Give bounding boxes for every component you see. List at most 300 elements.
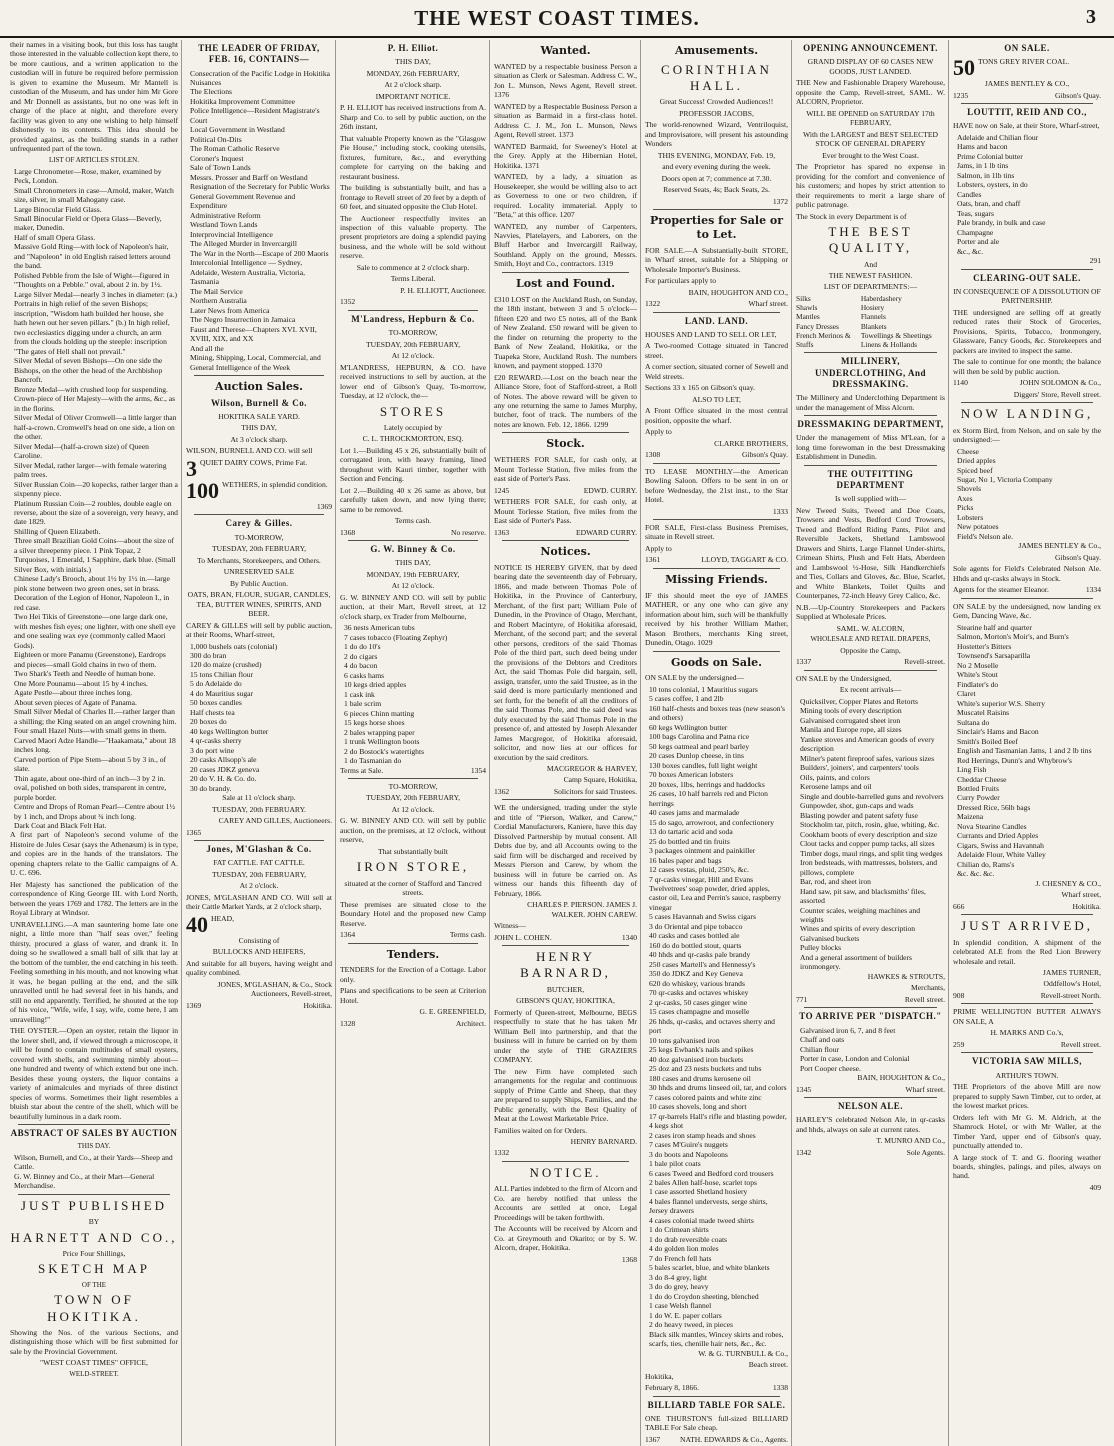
list-item: 1 trunk Wellington boots (344, 737, 420, 747)
ad-ref-number: 1338 (772, 1383, 788, 1393)
ad-ref-number: 908 (953, 990, 965, 1000)
list-item: Chilian do, Rams's (957, 859, 1015, 869)
sale-time: At 12 o'clock. (391, 351, 435, 361)
list-item: Thin agate, about one-third of an inch—3 by 2 in. oval, polished on both sides, transparent in centre, purple border. (14, 773, 167, 802)
butcher-text: Families waited on for Orders. (494, 1125, 588, 1135)
list-item: Cigars, Swiss and Havannah (957, 840, 1044, 850)
list-item: Townsend's Sarsaparilla (957, 651, 1031, 661)
ad-role: Merchants, (911, 983, 945, 993)
ad-address: Camp Square, Hokitika, (563, 775, 637, 785)
performance-text: The world-renowned Wizard, Ventriloquist, and Improvisatore, will present his astounding Wonders (645, 120, 788, 149)
lot-quality: And suitable for all buyers, having weight and quality combined. (186, 958, 332, 978)
divider (804, 465, 937, 466)
ad-ref (953, 991, 1101, 1000)
column-3 (340, 40, 490, 1446)
butcher-address: GIBSON'S QUAY, HOKITIKA, (516, 996, 615, 1006)
ad-role: WHOLESALE AND RETAIL DRAPERS, (810, 635, 931, 644)
list-item: 17 qr-barrels Hall's rifle and blasting powder, 4 kegs shot (649, 1111, 787, 1131)
list-item: Stearine half and quarter (957, 622, 1032, 632)
list-item: Picks (957, 503, 974, 513)
ad-ref-number: 1367 (645, 1434, 661, 1444)
saw-mills-sub: ARTHUR'S TOWN. (995, 1070, 1059, 1080)
divider (18, 1194, 170, 1195)
sale-text: These premises are situated close to the Boundary Hotel and the proposed new Camp Reserve. (340, 899, 486, 928)
divider (653, 651, 780, 652)
unravelling-article: UNRAVELLING.—A man sauntering home late one night, a little more than "half seas over," feeling thirsty, procured a glass of water, and drank it. In doing so he swallowed a small ball of silk that lay at the bottom of the tumbler, the end catching in his teeth. Feeling something in his mouth, and not knowing what it was, he began pulling at the end, and the silk unravelled until he had several feet in his hands, and still no end apparently. Terrified, he shouted at the top of his voice, "Wife, wife, I say, wife, come here, I am unravelling!" (10, 919, 178, 1024)
list-item: 25 do bottled and tin fruits (649, 836, 730, 846)
list-item: Three small Brazilian Gold Coins—about the size of a silver threepenny piece. 1 Pink Topaz, 2 Turquoises, 1 Emerald, 1 Sapphire, dark blue. (Small Silver Box, with initials.) (14, 536, 176, 574)
stolen-articles-heading: LIST OF ARTICLES STOLEN. (49, 155, 139, 164)
list-item: Sale of Town Lands (190, 163, 251, 173)
outfitting-text: New Tweed Suits, Tweed and Doe Coats, Trowsers and Vests, Bedford Cord Trowsers, Tweed and Bedford Riding Pants, Pilot and Reversible Jackets, Shetland Lambswool Drawers and Shirts, Large Flannel Under-shirts, Crimean Shirts, Plush and Felt Hats, Aberdeen and Lambswool ½-Hose, Silk Handkerchiefs and Ties, Collars and Gloves, &c. Blue, Scarlet, and White Blankets, Toilet Quilts and Counterpanes, 72-inch Heavy Grey Calico, &c. (796, 505, 945, 601)
list-item: The Mail Service (190, 286, 243, 296)
auctioneer-name: Carey & Gilles. (225, 518, 293, 529)
ad-ref-number: 1140 (953, 378, 968, 388)
saw-mills-text: Orders left with Mr G. M. Aldrich, at the Shamrock Hotel, or with Mr Waller, at the Timber Yard, upper end of Gibson's quay, punctually attended to. (953, 1112, 1101, 1151)
lot-description: WETHERS, in splendid condition. (222, 479, 328, 489)
list-item: Stockholm tar, pitch, rosin, glue, whiting, &c. (800, 820, 940, 830)
hall-name: CORINTHIAN HALL. (661, 61, 772, 93)
divider (348, 943, 478, 944)
list-item: 1 case Welsh flannel (649, 1301, 712, 1311)
list-item: Builders', joiners', and carpenters' tools (800, 763, 919, 773)
ad-ref (340, 1019, 486, 1028)
list-item: 16 bales paper and bags (649, 855, 722, 865)
column-4 (494, 40, 641, 1446)
list-item: 300 do bran (190, 651, 227, 660)
millinery-text: The Millinery and Underclothing Department is under the management of Miss Alcorn. (796, 393, 945, 412)
list-item: Local Government in Westland (190, 125, 285, 135)
ad-address: Oddfellow's Hotel, (1043, 979, 1101, 989)
published-line: HARNETT AND CO., (10, 1229, 178, 1245)
list-item: Silver Medal, rather larger—with female watering palm trees. (14, 460, 167, 480)
list-item: Findlater's do (957, 679, 999, 689)
sale-date: MONDAY, 19th FEBRUARY, (366, 569, 460, 579)
list-item: Sinclair's Hams and Bacon (957, 727, 1039, 737)
divider (194, 840, 324, 841)
list-item: Timber dogs, maul rings, and split ting wedges (800, 848, 943, 858)
list-item: Hosiery (860, 303, 885, 313)
list-item: Small Chronometers in case—Arnold, maker, Watch size, silver, in small Mahogany case. (14, 185, 174, 205)
list-item: 3 packages ointment and painkiller (649, 846, 756, 856)
list-item: 1 cask ink (344, 689, 375, 699)
sale-terms: Terms cash. (449, 930, 486, 940)
opening-ever: Ever brought to the West Coast. (822, 150, 919, 160)
list-item: Small Silver Medal of Charles II.—rather larger than a shilling; the King seated on an angel crowning him. (14, 707, 177, 726)
auctioneer-name: P. H. Elliot. (387, 43, 439, 53)
list-item: Salmon, in 1lb tins (957, 170, 1015, 180)
list-item: Sugar, No 1, Victoria Company (957, 474, 1053, 484)
saw-mills-text: A large stock of T. and G. flooring weather boards, shingles, palings, and piles, always on hand. (953, 1152, 1101, 1181)
list-item: 40 hhds and qr-casks pale brandy (649, 950, 751, 960)
list-item: 2 do Bostock's watertights (344, 746, 425, 756)
louttit-text: HAVE now on Sale, at their Store, Wharf-street, (953, 121, 1100, 131)
ad-signature: P. H. ELLIOTT, Auctioneer. (400, 285, 486, 295)
list-item: Two Hei Tikis of Greenstone—one large dark one, with meshes fish eyes; one lighter, with one shell eye and one sealing wax eye (commonly called Maori Gods). (14, 612, 176, 650)
list-item: WANTED by a Respectable Business Person a situation as Barmaid in a first-class hotel. Address C. J. M., Jon L. Munson, News Agent, Revell street. 1373 (494, 101, 637, 140)
list-item: 13 do tartaric acid and soda (649, 827, 733, 837)
list-item: 30 hhds and drums linseed oil, tar, and colors (649, 1083, 787, 1093)
list-item: Pale brandy, in bulk and case (957, 218, 1046, 228)
ad-ref-number: 1245 (494, 485, 510, 495)
list-item: Decoration of the Legion of Honor, Napoleon I., in red case. (14, 593, 170, 612)
ad-ref (953, 378, 1101, 387)
sale-goods: OATS, BRAN, FLOUR, SUGAR, CANDLES, TEA, BUTTER WINES, SPIRITS, AND BEER. (187, 590, 331, 619)
now-landing-sub: ex Storm Bird, from Nelson, and on sale by the undersigned:— (953, 425, 1101, 445)
now-landing-list (953, 447, 1101, 542)
list-item: Messrs. Prosser and Barff on Westland (190, 172, 308, 182)
list-item: Carved portion of Pipe Stem—about 5 by 3 in., of slate. (14, 754, 167, 774)
sale-lot: Lot 1.—Building 45 x 26, substantially built of corrugated iron, with heavy framing, lined throughout with Kauri timber, together with Section and Fencing. (340, 445, 486, 484)
list-item: Westland Town Lands (190, 220, 258, 230)
ad-ref: 291 (1089, 256, 1101, 266)
list-item: 4 do Mauritius sugar (190, 688, 254, 698)
ad-signature: LLOYD, TAGGART & CO. (701, 555, 788, 565)
ad-signature: HENRY BARNARD. (570, 1137, 637, 1146)
list-item: 26 hhds, qr-casks, and octaves sherry and port (649, 1016, 775, 1036)
ad-ref (953, 1040, 1101, 1049)
auctioneer-name: M'Landress, Hepburn & Co. (351, 313, 475, 324)
list-item: Counter scales, weighing machines and weights (800, 905, 920, 924)
notice-witness-name: JOHN L. COHEN. (494, 932, 552, 942)
ad-address: Wharf street. (748, 299, 788, 309)
page-number: 3 (1086, 6, 1096, 28)
ad-ref (796, 1148, 945, 1157)
ad-ref: 1369 (316, 501, 332, 511)
sale-day: TO-MORROW, (388, 328, 438, 338)
list-item: Kerosene lamps and oil (800, 782, 872, 792)
published-line: BY (88, 1217, 100, 1227)
list-item: White's superior W.S. Sherry (957, 698, 1046, 708)
lot-consisting: Consisting of (238, 935, 280, 945)
ad-ref-number: 1235 (953, 90, 969, 100)
ad-signature: EDWARD CURRY. (575, 527, 637, 537)
lost-notice: £310 LOST on the Auckland Rush, on Sunday, the 18th instant, between 3 and 5 o'clock—fifteen £20 and two £5 notes, all of the Bank of New Zealand. £50 reward will be given to the finder on returning the property to the Bank of New Zealand, Hokitika, or the Tuapeka Store, Auckland Rush. The numbers known, and payment stopped. 1370 (494, 294, 637, 371)
ad-ref-number: 1334 (1085, 585, 1101, 595)
list-item: 3 do boots and Napoleons (649, 1149, 728, 1159)
just-arrived-heading: JUST ARRIVED, (961, 918, 1093, 934)
divider (961, 269, 1093, 270)
list-item: Mining, Shipping, Local, Commercial, and General Intelligence of the Week (190, 353, 321, 372)
list-item: Flannels (860, 312, 886, 322)
list-item: 160 half-chests and boxes teas (new season's and others) (649, 703, 785, 723)
list-item: 5 cases coffee, 1 and 2lb (649, 694, 724, 704)
list-item: WANTED, by a lady, a situation as Housekeeper, she would be willing also to act as Governess to one or two children, if required. Locality immaterial. Apply to "Beta," at this office. 1207 (494, 172, 637, 220)
list-item: Stuffs (796, 340, 814, 350)
list-item: Ling Fish (957, 765, 987, 775)
coal-description: TONS GREY RIVER COAL. (978, 57, 1070, 67)
published-line: SKETCH MAP (38, 1261, 150, 1277)
sale-text: WILSON, BURNELL AND CO. will sell (186, 446, 313, 456)
ad-address: Gibson's Quay. (1054, 552, 1101, 562)
column-2 (186, 40, 336, 1446)
published-line: TOWN OF HOKITIKA. (47, 1292, 141, 1324)
list-item: About seven pieces of Agate of Panama. (14, 697, 137, 707)
sale-yard: HOKITIKA SALE YARD. (218, 412, 300, 421)
ad-role: Architect. (455, 1018, 486, 1028)
list-item: 60 kegs Wellington butter (649, 722, 728, 732)
published-line: OF THE (81, 1280, 107, 1289)
list-item: Yankee stoves and American goods of every description (800, 734, 935, 754)
ad-signature: JAMES BENTLEY & Co., (1018, 541, 1101, 551)
list-item: Large Binocular Field Glass. (14, 204, 102, 214)
ad-ref: 409 (1089, 1182, 1101, 1192)
outfitting-nb: N.B.—Up-Country Storekeepers and Packers Supplied at Wholesale Prices. (796, 602, 945, 622)
list-item: Later News from America (190, 305, 270, 315)
ad-ref: 1372 (772, 196, 788, 206)
list-item: Clout tacks and copper pump tacks, all sizes (800, 839, 935, 849)
list-item: Sultana do (957, 717, 990, 727)
performance-schedule: and every evening during the week. (662, 162, 771, 172)
land-text: A Two-roomed Cottage situated in Tancred street. (645, 341, 788, 360)
list-item: 3 do do grey, heavy (649, 1282, 709, 1292)
list-item: 2 bales Allen half-hose, scarlet tops (649, 1178, 757, 1187)
list-item: 1 do Crimean shirts (649, 1225, 709, 1235)
departments-right (861, 294, 945, 350)
list-item: 3 do port wine (190, 745, 235, 755)
ad-address: Wharf street, (1061, 890, 1101, 900)
ad-ref (186, 1001, 332, 1010)
butcher-role: BUTCHER, (546, 984, 585, 994)
clearing-text: The sale to continue for one month; the balance will then be sold by public auction. (953, 357, 1101, 376)
ad-ref (796, 995, 945, 1004)
sale-occupied: Lately occupied by (383, 422, 443, 432)
list-item: Teas, sugars (957, 208, 995, 218)
ad-ref-number: 1345 (796, 1084, 812, 1094)
list-item: Resignation of the Secretary for Public Works (190, 182, 330, 192)
sale-text: JONES, M'GLASHAN AND CO. Will sell at their Cattle Market Yards, at 2 o'clock sharp, (186, 892, 332, 912)
list-item: 350 do JDKZ and Key Geneva (649, 969, 743, 979)
sale-day: THIS DAY, (395, 558, 431, 568)
stock-notice: WETHERS FOR SALE, for cash only, at Mount Torlesse Station, five miles from the east side of Porter's Pass. (494, 455, 637, 484)
ad-ref (340, 930, 486, 939)
list-item: Iron bedsteads, with mattresses, bolsters, and pillows, complete (800, 858, 938, 877)
ad-ref (796, 657, 945, 666)
list-item: 2 qr-casks, 50 cases ginger wine (649, 997, 748, 1007)
sale-time: At 2 o'clock. (239, 881, 279, 891)
divider (961, 914, 1093, 915)
office-street: WELD-STREET. (69, 1369, 119, 1378)
sale-text: situated at the corner of Stafford and Tancred streets. (344, 878, 482, 898)
list-item: Linens & Hollands (860, 340, 918, 350)
list-item: French Merinos & (796, 330, 851, 340)
ad-ref-number: 259 (953, 1039, 965, 1049)
tenders-text: Plans and specifications to be seen at Criterion Hotel. (340, 986, 486, 1005)
sale-lot (186, 455, 332, 481)
list-item: English and Tasmanian Jams, 1 and 2 lb tins (957, 746, 1092, 756)
lot-description: HEAD, (211, 913, 234, 923)
tenders-text: TENDERS for the Erection of a Cottage. Labor only. (340, 965, 486, 984)
divider (804, 1097, 937, 1098)
list-item: 7 qr-casks vinegar, Hill and Evans (649, 874, 754, 884)
list-item: Intercolonial Intelligence — Sydney, Adelaide, Western Australia, Victoria, Tasmania (190, 258, 306, 287)
list-item: 2 bales wrapping paper (344, 727, 415, 737)
list-item: Nova Stearine Candles (957, 821, 1027, 831)
list-item: 50 kegs oatmeal and pearl barley (649, 741, 750, 751)
list-item: 15 cases champagne and moselle (649, 1007, 750, 1017)
list-item: 70 qr-casks and octaves whiskey (649, 988, 749, 998)
list-item: 20 cases JDKZ geneva (190, 764, 260, 774)
billiard-heading: BILLIARD TABLE FOR SALE. (647, 1399, 786, 1410)
sale-date: TUESDAY, 20th FEBRUARY. (212, 804, 306, 814)
sale-day: THIS DAY, (395, 57, 431, 67)
list-item: Crown-piece of Her Majesty—with the arms, &c., as in the florins. (14, 394, 176, 413)
column-1 (10, 40, 182, 1446)
opening-fashion: THE NEWEST FASHION. (828, 270, 913, 280)
divider (653, 519, 780, 520)
list-item: Platinum Russian Coin—2 roubles, double eagle on reverse, about the size of a sovereign, very heavy, and date 1829. (14, 498, 178, 527)
lot-number: 100 (186, 477, 219, 503)
divider (653, 312, 780, 313)
list-item: General Government Revenue and Expenditure (190, 191, 296, 211)
missing-friends-heading: Missing Friends. (665, 572, 768, 586)
ad-ref-number: 1369 (186, 1000, 202, 1010)
dressmaking-heading: DRESSMAKING DEPARTMENT, (797, 419, 944, 430)
goods-list (645, 685, 788, 1349)
list-item: Consecration of the Pacific Lodge in Hokitika (190, 68, 331, 78)
divider (194, 375, 324, 376)
list-item: Carved Maori Adze Handle—"Haakamata," about 18 inches long. (14, 735, 176, 755)
list-item: Prime Colonial butter (957, 151, 1023, 161)
list-item: Chinese Lady's Brooch, about 1½ by 1½ in.—large pink stone between two green ones, set in brass. (14, 574, 170, 593)
column-7 (953, 40, 1104, 1446)
ad-signature: SAML. W. ALCORN, (836, 623, 905, 633)
list-item: 620 do whiskey, various brands (649, 978, 745, 988)
list-item: 130 boxes candles, full light weight (649, 760, 758, 770)
sale-day: TO-MORROW, (388, 782, 438, 791)
goods-intro: ON SALE by the undersigned— (645, 673, 745, 683)
list-item: 4 do bacon (344, 661, 378, 671)
on-sale-list (796, 697, 945, 972)
ad-signature: BAIN, HOUGHTON & Co., (857, 1073, 945, 1083)
list-item: Hand saw, pit saw, and blacksmiths' files, assorted (800, 886, 926, 906)
list-item: 160 do do bottled stout, quarts (649, 940, 742, 950)
nelson-ale-heading: NELSON ALE. (837, 1100, 904, 1111)
butter-text: PRIME WELLINGTON BUTTER ALWAYS ON SALE, A (953, 1007, 1101, 1026)
goods-heading: Goods on Sale. (670, 655, 763, 669)
list-item: 1 do W. E. paper collars (649, 1310, 722, 1320)
list-item: 40 cases jams and marmalade (649, 808, 740, 818)
ad-address: Gibson's Quay. (1054, 90, 1101, 100)
sale-apply: Apply to (645, 543, 672, 553)
now-landing-agents: Sole agents for Field's Celebrated Nelson Ale. Hhds and qr-casks always in Stock. (953, 564, 1101, 583)
list-item: 180 cases and drums kerosene oil (649, 1073, 751, 1083)
list-item: 7 cases M'Guire's nuggets (649, 1140, 728, 1150)
list-item: The Negro Insurrection in Jamaica (190, 315, 296, 325)
ad-signature: J. CHESNEY & CO., (1035, 878, 1101, 888)
list-item: 2 cases iron stamp heads and shoes (649, 1130, 756, 1140)
ad-ref-number: 1308 (645, 450, 661, 460)
stock-heading: Stock. (546, 437, 585, 451)
table-row (796, 294, 945, 350)
list-item: 26 cases, 10 half barrels red and Picton herrings (649, 789, 768, 808)
stolen-articles-list (10, 167, 178, 831)
list-item: 10 tons galvanised iron (649, 1035, 720, 1045)
ad-signature: NATH. EDWARDS & Co., Agents. (679, 1434, 788, 1444)
sale-audience: To Merchants, Storekeepers, and Others. (197, 555, 321, 565)
sale-item: STORES (379, 403, 447, 419)
list-item: G. W. Binney and Co., at their Mart—General Merchandise. (14, 1171, 155, 1191)
list-item: Bronze Medal—with crushed loop for suspending. (14, 384, 168, 394)
list-item: Northern Australia (190, 296, 247, 306)
list-item: Adelaide and Chilian flour (957, 132, 1039, 142)
sale-lot (186, 477, 332, 503)
departments-table (796, 294, 945, 350)
louttit-heading: LOUTTIT, REID AND CO., (967, 107, 1087, 118)
list-item: Police Intelligence—Resident Magistrate's Court (190, 106, 320, 125)
list-item: 20 casks Allsopp's ale (190, 755, 257, 765)
sale-method: By Public Auction. (229, 578, 288, 588)
list-item: Massive Gold Ring—with lock of Napoleon's hair, and "Napoleon" in old English raised letters around the band. (14, 242, 171, 271)
list-item: Mantles (796, 312, 820, 322)
ad-address: Gibson's Quay. (741, 450, 788, 460)
sale-lots-list (186, 642, 332, 794)
list-item: Port Cooper cheese. (800, 1063, 861, 1073)
list-item: 4 bales flannel undervests, serge shirts, Jersey drawers (649, 1196, 768, 1216)
ad-place: Hokitika. (303, 1000, 332, 1010)
list-item: 36 nests American tubs (344, 623, 415, 633)
divider (653, 209, 780, 210)
divider (961, 103, 1093, 104)
list-item: Shilling of Queen Elizabeth. (14, 526, 101, 536)
list-item: Blasting powder and patent safety fuse (800, 810, 918, 820)
list-item: 1,000 bushels oats (colonial) (190, 641, 278, 651)
published-line: Price Four Shillings, (62, 1248, 126, 1258)
list-item: Quicksilver, Copper Plates and Retorts (800, 696, 919, 706)
list-item: 7 cases tobacco (Floating Zephyr) (344, 632, 448, 642)
auctioneer-name: Jones, M'Glashan & Co. (206, 844, 312, 855)
list-item: Twelvetrees' soap powder, dried apples, castor oil, Lea and Perrin's sauce, raspberry vinegar (649, 883, 782, 912)
majesty-article: Her Majesty has sanctioned the publication of the correspondence of King George III. with Lord North, between the years 1769 and 1782. The letters are in the Royal Library at Windsor. (10, 879, 178, 918)
now-landing-agents2: Agents for the steamer Eleanor. (953, 585, 1049, 595)
ad-role: Solicitors for said Trustees. (553, 786, 637, 796)
sale-date: TUESDAY, 20th FEBRUARY, (366, 339, 460, 349)
ad-signature: HAWKES & STROUTS, (867, 971, 945, 981)
list-item: 100 bags Carolina and Patna rice (649, 732, 750, 742)
list-item: Coroner's Inquest (190, 153, 244, 163)
list-item: 10 tons colonial, 1 Mauritius sugars (649, 684, 758, 694)
land-text: A corner section, situated corner of Sewell and Weld streets. (645, 362, 788, 381)
opening-quality: THE BEST QUALITY, (828, 224, 913, 256)
ad-ref (796, 1085, 945, 1094)
list-item: 50 boxes candles (190, 698, 242, 708)
amusements-heading: Amusements. (674, 44, 759, 57)
butcher-name: HENRY BARNARD, (520, 949, 611, 981)
list-item: Hostetter's Bitters (957, 641, 1012, 651)
land-text: A Front Office situated in the most central position, opposite the wharf. (645, 406, 788, 425)
departments-heading: LIST OF DEPARTMENTS:— (823, 282, 918, 292)
list-item: Cookham boots of every description and size (800, 829, 938, 839)
divider (653, 1396, 780, 1397)
saw-mills-text: THE Proprietors of the above Mill are now prepared to supply Sawn Timber, cut to order, at the lowest market prices. (953, 1082, 1101, 1111)
list-item: Oils, paints, and colors (800, 772, 870, 782)
list-item: Two Shark's Teeth and Needle of human bone. (14, 669, 156, 679)
list-item: 4 qr-casks sherry (190, 736, 242, 746)
ad-ref (953, 91, 1101, 100)
now-landing-heading: NOW LANDING, (960, 406, 1094, 422)
list-item: Dressed Rice, 56lb bags (957, 802, 1031, 812)
column-6 (796, 40, 949, 1446)
list-item: 40 doz galvanised iron buckets (649, 1054, 744, 1064)
nelson-ale-text: HARLEY'S celebrated Nelson Ale, in qr-casks and hhds, always on sale at current rates. (796, 1115, 945, 1134)
clearing-sub: IN CONSEQUENCE OF A DISSOLUTION OF PARTNERSHIP. (953, 286, 1101, 306)
ad-address: Revell street. (904, 994, 945, 1004)
opening-text: THE New and Fashionable Drapery Warehouse, opposite the Camp, Revell-street, SAML. W. ALCORN, Proprietor. (796, 78, 945, 107)
notice-text: NOTICE IS HEREBY GIVEN, that by deed bearing date the seventeenth day of February, 1866, and made between Thomas Pole of Hokitika, in the Province of Canterbury, Merchant, of the first part; William Pole of Dunedin, in the Province of Otago, Merchant, and Robert Macintyre, of Hokitika aforesaid, Merchant, of the second part; and the several other persons, creditors of the said Thomas Pole of the third part, such deed being under the provisions of the Debtors and Creditors Act, the said Thomas Pole did bargain, sell, assign, transfer, unto the said Trustee, as in the said deed is more particularly mentioned and set forth, for the benefit of all the creditors of the said Thomas Pole, and the said deed was duly executed by the said Thomas Pole in the presence of, and attested by Joseph Alexander James Macgregor, of Hokitika aforesaid, solicitor, and now lies at our offices for execution by the said creditors. (494, 562, 637, 762)
ad-ref: 1365 (186, 827, 202, 837)
list-item: 20 do V. H. & Co. do. (190, 774, 257, 784)
oyster-article: THE OYSTER.—Open an oyster, retain the liquor in the lower shell, and, if viewed through a microscope, it will be found to contain multitudes of small oysters, covered with shells, and swimming nimbly about—one hundred and twenty of which extend but one inch. Besides these young oysters, the liquor contains a variety of animalcules and myriads of three distinct species of worms. Sometimes their light resembles a bluish star about the centre of the shell, which will be beautifully luminous in a dark room. (10, 1026, 178, 1121)
